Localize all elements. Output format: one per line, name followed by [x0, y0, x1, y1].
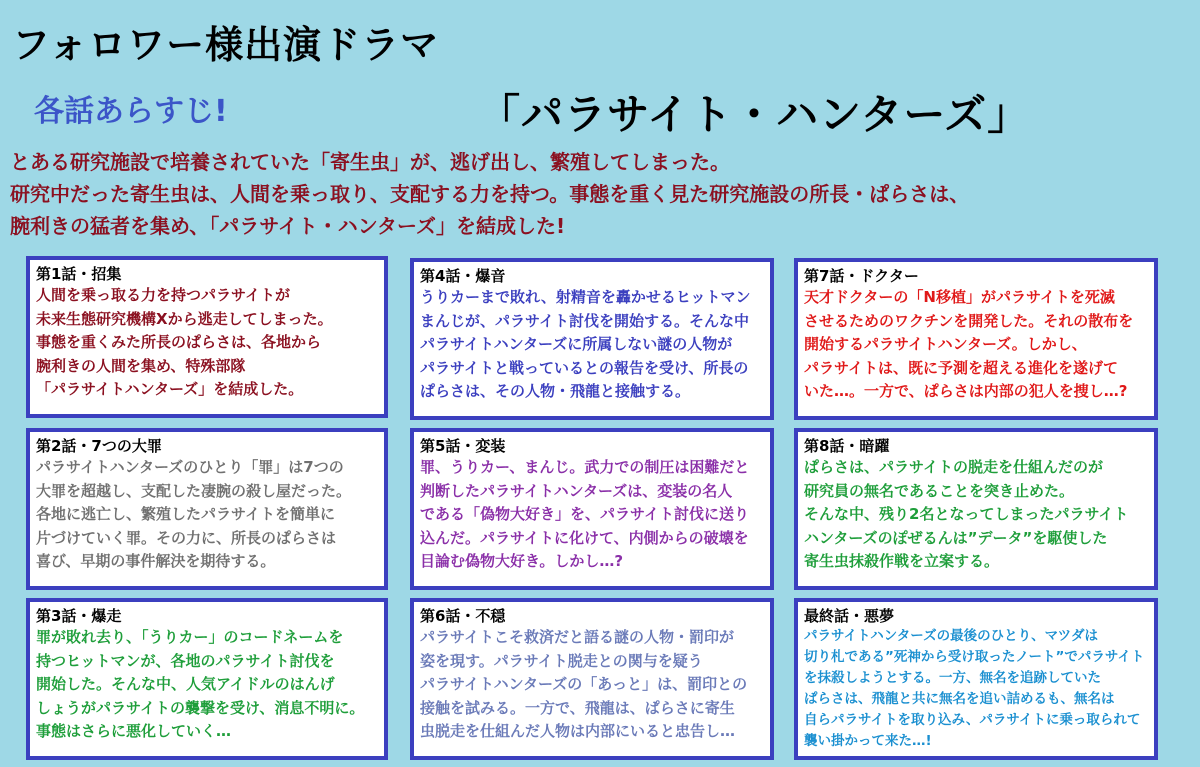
summary-line: パラサイトハンターズの最後のひとり、マツダは	[804, 628, 1099, 644]
episode-summary	[420, 626, 764, 744]
episode-card-8	[794, 428, 1158, 590]
summary-line: 姿を現す。パラサイト脱走との関与を疑う	[420, 651, 703, 670]
summary-line: 腕利きの人間を集め、特殊部隊	[36, 356, 246, 375]
summary-line: 未来生態研究機構Xから逃走してしまった。	[36, 309, 333, 328]
episode-card-5	[410, 428, 774, 590]
episode-card-4	[410, 258, 774, 420]
intro-line: 研究中だった寄生虫は、人間を乗っ取り、支配する力を持つ。事態を重く見た研究施設の所長・ぱらさは、	[10, 182, 970, 206]
episode-title: 第2話・7つの大罪	[36, 437, 162, 455]
episode-summary	[420, 286, 764, 404]
summary-line: 「パラサイトハンターズ」を結成した。	[36, 380, 304, 398]
summary-line: 接触を試みる。一方で、飛龍は、ぱらさに寄生	[420, 698, 735, 717]
summary-line: パラサイトハンターズに所属しない謎の人物が	[420, 335, 733, 353]
episode-title: 第8話・暗躍	[804, 437, 890, 455]
summary-line: 目論む偽物大好き。しかし…?	[420, 552, 624, 570]
episode-summary	[804, 286, 1148, 404]
episode-summary	[36, 456, 378, 574]
subheading: 各話あらすじ!	[34, 94, 228, 129]
episode-summary	[36, 284, 378, 402]
episode-title: 最終話・悪夢	[804, 607, 895, 625]
summary-line: しょうがパラサイトの襲撃を受け、消息不明に。	[36, 698, 365, 717]
episode-summary	[804, 456, 1148, 574]
summary-line: 込んだ。パラサイトに化けて、内側からの破壊を	[420, 528, 749, 547]
summary-line: 天才ドクターの「N移植」がパラサイトを死滅	[804, 288, 1115, 306]
episode-title: 第6話・不穏	[420, 607, 506, 625]
episode-card-2	[26, 428, 388, 590]
intro-line: とある研究施設で培養されていた「寄生虫」が、逃げ出し、繁殖してしまった。	[10, 150, 730, 174]
summary-line: まんじが、パラサイト討伐を開始する。そんな中	[420, 311, 749, 330]
summary-line: パラサイトと戦っているとの報告を受け、所長の	[420, 358, 749, 377]
page-title: フォロワー様出演ドラマ	[12, 23, 440, 67]
summary-line: 虫脱走を仕組んだ人物は内部にいると忠告し…	[420, 722, 736, 740]
episode-summary	[36, 626, 378, 744]
episode-summary	[420, 456, 764, 574]
summary-line: 切り札である”死神から受け取ったノート”でパラサイト	[804, 649, 1145, 665]
summary-line: 事態を重くみた所長のぱらさは、各地から	[36, 333, 322, 351]
summary-line: ぱらさは、その人物・飛龍と接触する。	[420, 382, 691, 400]
summary-line: うりカーまで敗れ、射精音を轟かせるヒットマン	[420, 288, 751, 306]
summary-line: そんな中、残り2名となってしまったパラサイト	[804, 505, 1129, 523]
summary-line: 罪が敗れ去り、「うりカー」のコードネームを	[36, 628, 344, 646]
summary-line: を抹殺しようとする。一方、無名を追跡していた	[804, 670, 1101, 686]
summary-line: パラサイトハンターズのひとり「罪」は7つの	[36, 458, 344, 476]
summary-line: ぱらさは、パラサイトの脱走を仕組んだのが	[804, 458, 1103, 476]
summary-line: 片づけていく罪。その力に、所長のぱらさは	[36, 528, 337, 547]
episode-summary	[804, 626, 1148, 752]
episode-title: 第1話・招集	[36, 265, 122, 283]
summary-line: パラサイトは、既に予測を超える進化を遂げて	[804, 358, 1118, 377]
summary-line: 持つヒットマンが、各地のパラサイト討伐を	[36, 651, 335, 670]
summary-line: 事態はさらに悪化していく…	[36, 722, 232, 740]
summary-line: 判断したパラサイトハンターズは、変装の名人	[420, 481, 733, 500]
summary-line: ハンターズのぽぜるんは”データ”を駆使した	[804, 528, 1108, 547]
episode-card-3	[26, 598, 388, 760]
episode-card-7	[794, 258, 1158, 420]
summary-line: 喜び、早期の事件解決を期待する。	[36, 552, 276, 570]
summary-line: 各地に逃亡し、繁殖したパラサイトを簡単に	[36, 505, 335, 523]
episode-title: 第7話・ドクター	[804, 267, 919, 285]
summary-line: 襲い掛かって来た…!	[804, 733, 932, 749]
episode-title: 第3話・爆走	[36, 607, 122, 625]
summary-line: させるためのワクチンを開発した。それの散布を	[804, 311, 1134, 330]
intro-synopsis	[10, 146, 1190, 242]
episode-title: 第5話・変装	[420, 437, 506, 455]
summary-line: いた…。一方で、ぱらさは内部の犯人を捜し…?	[804, 382, 1128, 400]
summary-line: パラサイトハンターズの「あっと」は、罰印との	[420, 675, 748, 693]
summary-line: ぱらさは、飛龍と共に無名を追い詰めるも、無名は	[804, 691, 1115, 707]
summary-line: 人間を乗っ取る力を持つパラサイトが	[36, 286, 290, 304]
summary-line: 自らパラサイトを取り込み、パラサイトに乗っ取られて	[804, 712, 1141, 728]
drama-title: 「パラサイト・ハンターズ」	[478, 90, 1031, 139]
episode-card-6	[410, 598, 774, 760]
summary-line: である「偽物大好き」を、パラサイト討伐に送り	[420, 505, 749, 523]
summary-line: 罪、うりカー、まんじ。武力での制圧は困難だと	[420, 458, 750, 476]
summary-line: 開始するパラサイトハンターズ。しかし、	[804, 335, 1087, 353]
episode-card-1	[26, 256, 388, 418]
summary-line: 大罪を超越し、支配した凄腕の殺し屋だった。	[36, 481, 352, 500]
episode-card-final	[794, 598, 1158, 760]
summary-line: 寄生虫抹殺作戦を立案する。	[804, 552, 1000, 570]
summary-line: パラサイトこそ救済だと語る謎の人物・罰印が	[420, 628, 734, 646]
episode-title: 第4話・爆音	[420, 267, 506, 285]
intro-line: 腕利きの猛者を集め、「パラサイト・ハンターズ」を結成した!	[10, 214, 566, 238]
summary-line: 研究員の無名であることを突き止めた。	[804, 481, 1075, 500]
summary-line: 開始した。そんな中、人気アイドルのはんげ	[36, 675, 335, 693]
